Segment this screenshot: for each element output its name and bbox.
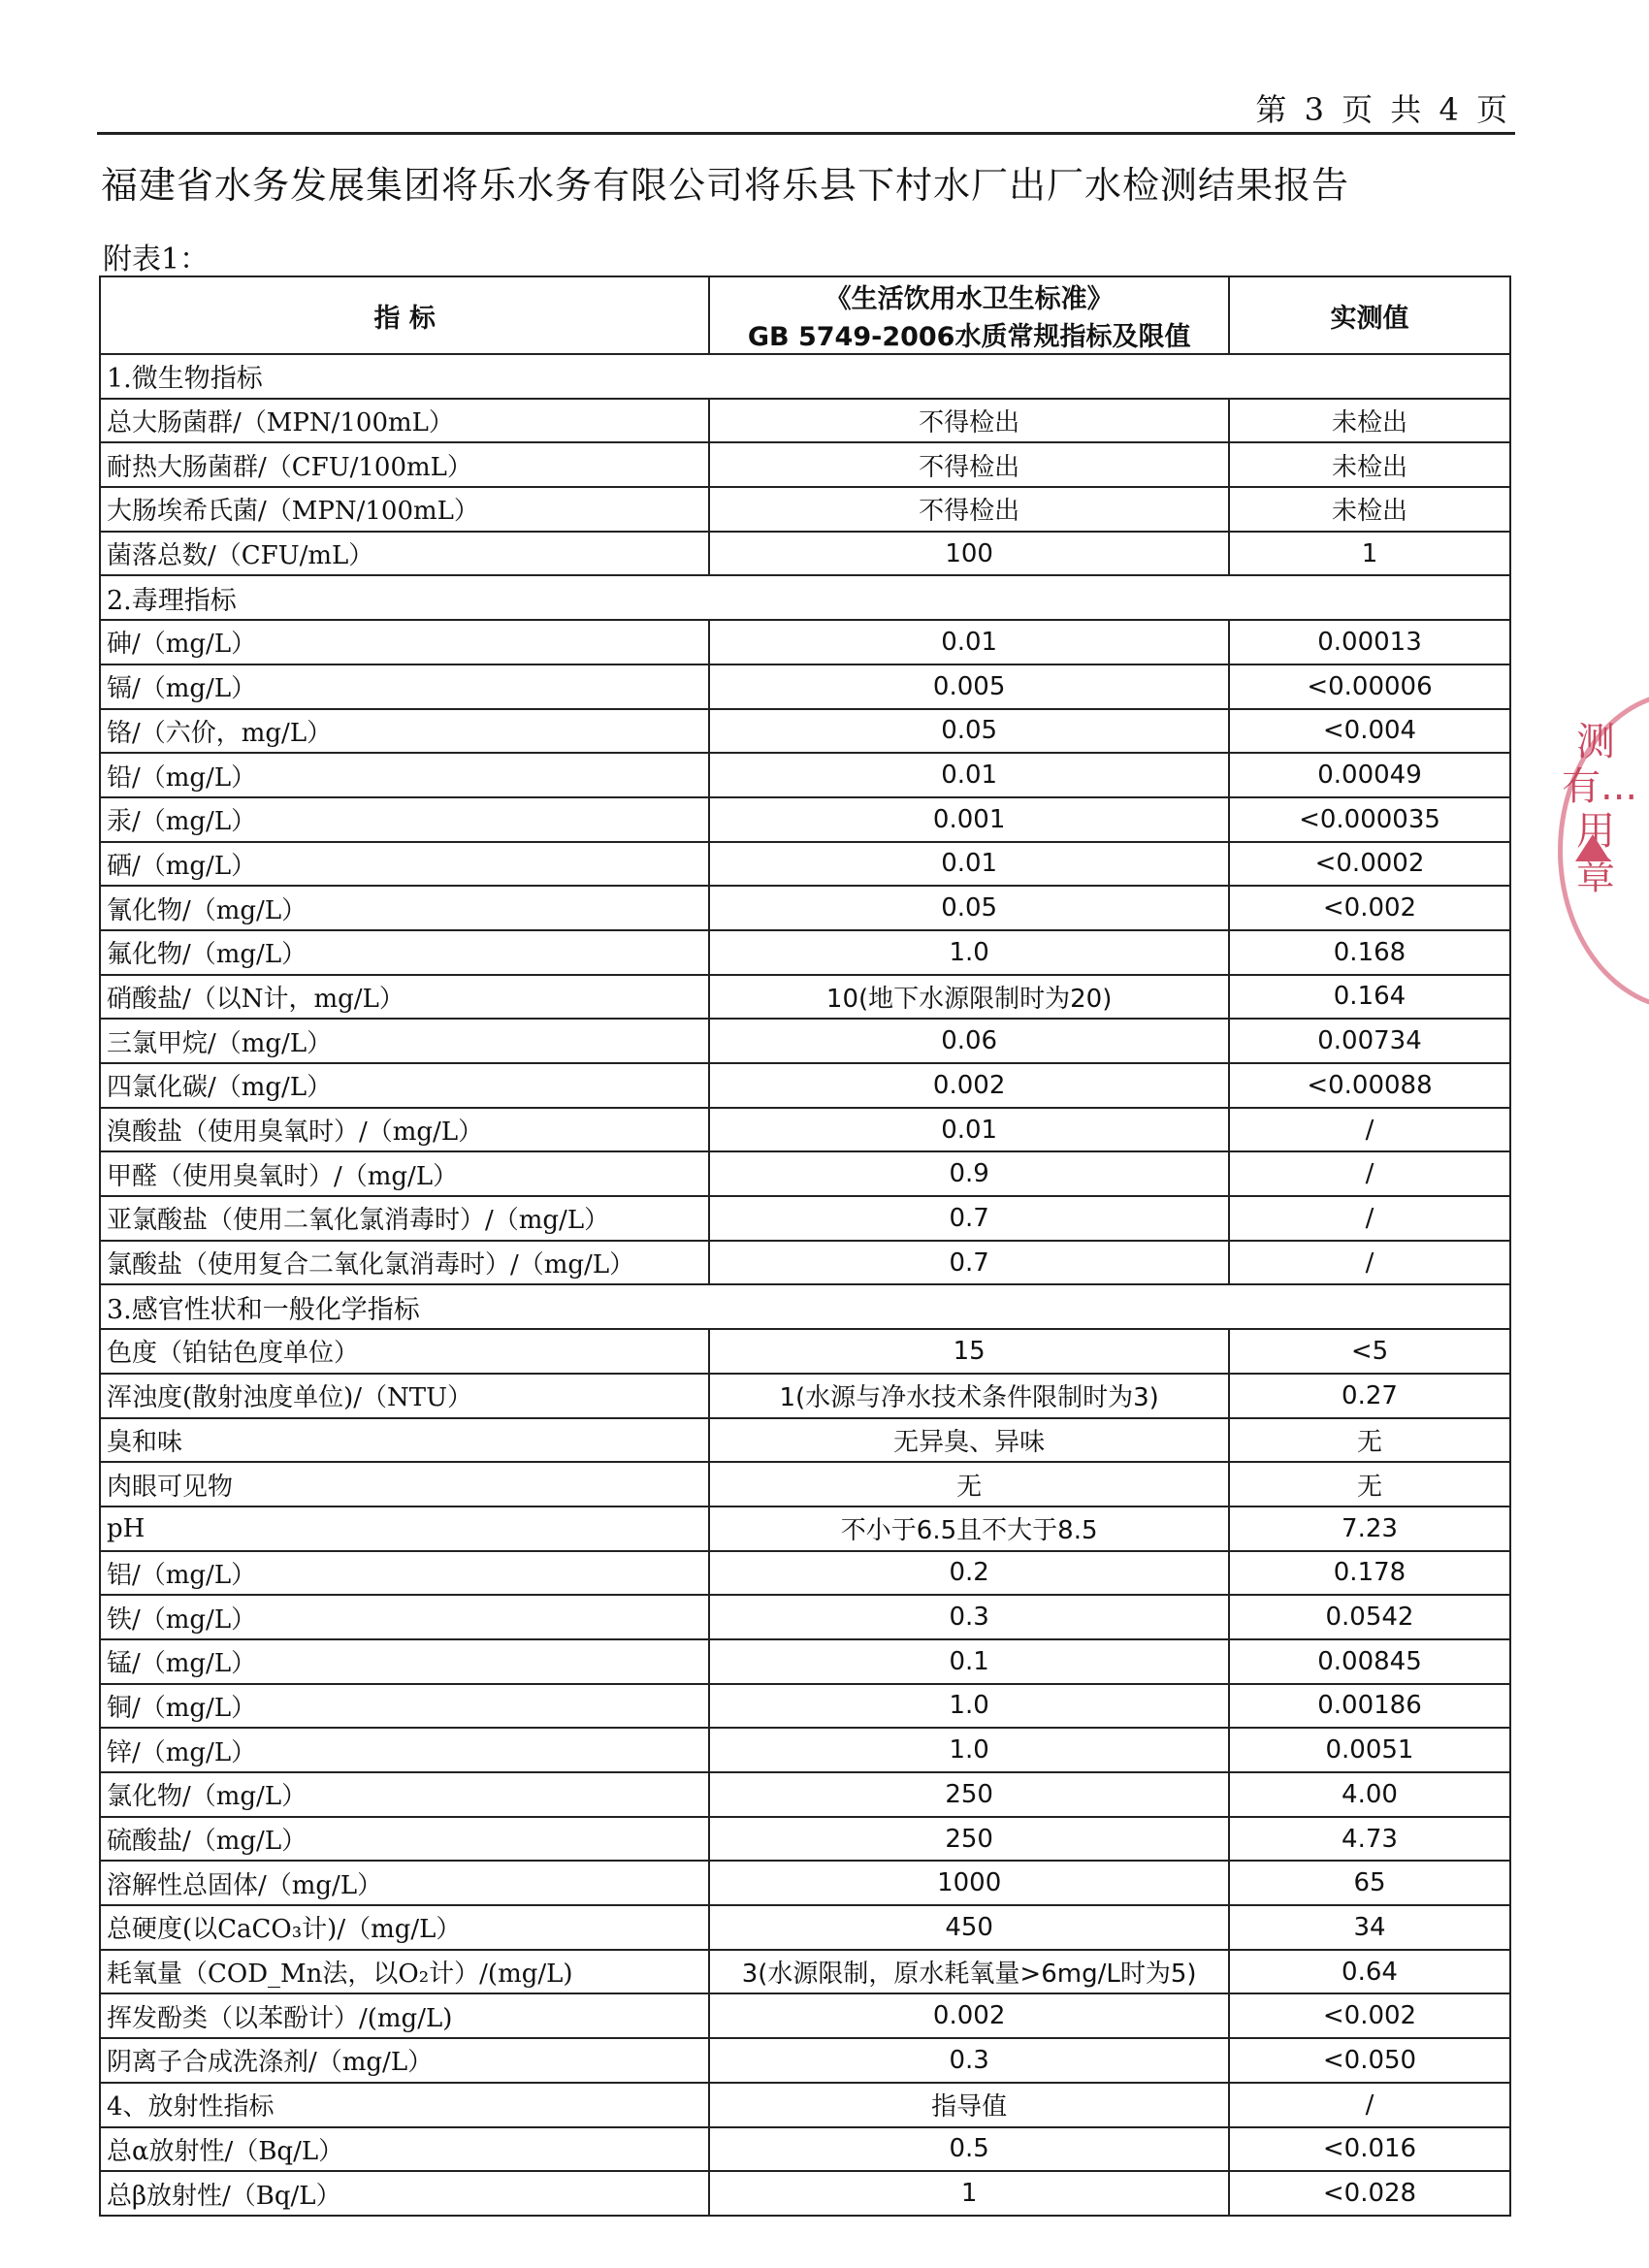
standard-limit: 3(水源限制，原水耗氧量>6mg/L时为5) xyxy=(709,1950,1229,1994)
indicator-name: 总β放射性/（Bq/L） xyxy=(100,2171,709,2216)
table-row xyxy=(100,442,1510,487)
section-title: 3.感官性状和一般化学指标 xyxy=(100,1284,1510,1329)
table-row xyxy=(100,1551,1510,1596)
table-row xyxy=(100,797,1510,842)
indicator-name: 色度（铂钴色度单位） xyxy=(100,1329,709,1374)
table-row xyxy=(100,1151,1510,1196)
seal-text: 测有...用章 xyxy=(1562,720,1638,898)
measured-value: <0.00006 xyxy=(1229,664,1510,709)
standard-limit: 不得检出 xyxy=(709,487,1229,532)
measured-value: <0.000035 xyxy=(1229,797,1510,842)
indicator-name: 三氯甲烷/（mg/L） xyxy=(100,1019,709,1063)
indicator-name: pH xyxy=(100,1507,709,1551)
standard-limit: 0.01 xyxy=(709,842,1229,887)
indicator-name: 亚氯酸盐（使用二氧化氯消毒时）/（mg/L） xyxy=(100,1196,709,1241)
measured-value: 0.168 xyxy=(1229,930,1510,975)
indicator-name: 总大肠菌群/（MPN/100mL） xyxy=(100,399,709,443)
measured-value: 未检出 xyxy=(1229,399,1510,443)
standard-limit: 不得检出 xyxy=(709,442,1229,487)
indicator-name: 阴离子合成洗涤剂/（mg/L） xyxy=(100,2038,709,2083)
standard-limit: 0.3 xyxy=(709,2038,1229,2083)
standard-limit: 0.01 xyxy=(709,753,1229,797)
measured-value: 0.164 xyxy=(1229,975,1510,1020)
table-row xyxy=(100,1108,1510,1152)
standard-limit: 0.002 xyxy=(709,1993,1229,2038)
measured-value: 0.27 xyxy=(1229,1374,1510,1418)
measured-value: <0.002 xyxy=(1229,1993,1510,2038)
measured-value: 7.23 xyxy=(1229,1507,1510,1551)
indicator-name: 氯酸盐（使用复合二氧化氯消毒时）/（mg/L） xyxy=(100,1241,709,1285)
section-row xyxy=(100,2083,1510,2127)
table-row xyxy=(100,1817,1510,1862)
header-standard-line2: GB 5749-2006水质常规指标及限值 xyxy=(747,322,1191,352)
indicator-name: 锌/（mg/L） xyxy=(100,1728,709,1772)
measured-value: 未检出 xyxy=(1229,487,1510,532)
standard-limit: 0.005 xyxy=(709,664,1229,709)
indicator-name: 铁/（mg/L） xyxy=(100,1595,709,1639)
indicator-name: 菌落总数/（CFU/mL） xyxy=(100,532,709,576)
measured-value: 4.00 xyxy=(1229,1772,1510,1817)
measured-value: <0.002 xyxy=(1229,886,1510,930)
table-row xyxy=(100,2171,1510,2216)
standard-limit: 100 xyxy=(709,532,1229,576)
indicator-name: 总硬度(以CaCO₃计)/（mg/L） xyxy=(100,1905,709,1950)
indicator-name: 砷/（mg/L） xyxy=(100,620,709,664)
indicator-name: 溴酸盐（使用臭氧时）/（mg/L） xyxy=(100,1108,709,1152)
table-row xyxy=(100,1196,1510,1241)
standard-limit: 0.01 xyxy=(709,620,1229,664)
measured-value: 无 xyxy=(1229,1462,1510,1507)
standard-limit: 1.0 xyxy=(709,930,1229,975)
standard-limit: 0.1 xyxy=(709,1639,1229,1684)
indicator-name: 镉/（mg/L） xyxy=(100,664,709,709)
standard-limit: 0.01 xyxy=(709,1108,1229,1152)
standard-limit: 1.0 xyxy=(709,1684,1229,1729)
measured-value: 1 xyxy=(1229,532,1510,576)
indicator-name: 铝/（mg/L） xyxy=(100,1551,709,1596)
table-row xyxy=(100,664,1510,709)
standard-limit: 不得检出 xyxy=(709,399,1229,443)
standard-limit: 0.05 xyxy=(709,709,1229,754)
standard-limit: 无异臭、异味 xyxy=(709,1418,1229,1463)
section-title: 2.毒理指标 xyxy=(100,575,1510,620)
measured-value: 34 xyxy=(1229,1905,1510,1950)
table-row xyxy=(100,1950,1510,1994)
indicator-name: 四氯化碳/（mg/L） xyxy=(100,1063,709,1108)
standard-limit: 0.2 xyxy=(709,1551,1229,1596)
standard-limit: 不小于6.5且不大于8.5 xyxy=(709,1507,1229,1551)
header-measured: 实测值 xyxy=(1229,276,1510,354)
table-row xyxy=(100,842,1510,887)
section-row xyxy=(100,354,1510,399)
table-row xyxy=(100,1507,1510,1551)
standard-limit: 0.9 xyxy=(709,1151,1229,1196)
standard-limit: 无 xyxy=(709,1462,1229,1507)
section-row xyxy=(100,575,1510,620)
indicator-name: 铅/（mg/L） xyxy=(100,753,709,797)
measured-value: / xyxy=(1229,1241,1510,1285)
measured-value: / xyxy=(1229,1196,1510,1241)
measured-value: 无 xyxy=(1229,1418,1510,1463)
indicator-name: 肉眼可见物 xyxy=(100,1462,709,1507)
indicator-name: 甲醛（使用臭氧时）/（mg/L） xyxy=(100,1151,709,1196)
standard-limit: 250 xyxy=(709,1772,1229,1817)
measured-value: <5 xyxy=(1229,1329,1510,1374)
standard-limit: 0.001 xyxy=(709,797,1229,842)
standard-limit: 0.7 xyxy=(709,1196,1229,1241)
measured-value: 0.00845 xyxy=(1229,1639,1510,1684)
indicator-name: 溶解性总固体/（mg/L） xyxy=(100,1861,709,1905)
standard-limit: 1.0 xyxy=(709,1728,1229,1772)
table-row xyxy=(100,753,1510,797)
measured-value: / xyxy=(1229,1108,1510,1152)
indicator-name: 铜/（mg/L） xyxy=(100,1684,709,1729)
table-row xyxy=(100,709,1510,754)
official-seal xyxy=(1548,691,1638,1001)
report-title: 福建省水务发展集团将乐水务有限公司将乐县下村水厂出厂水检测结果报告 xyxy=(101,164,1350,207)
indicator-name: 耐热大肠菌群/（CFU/100mL） xyxy=(100,442,709,487)
standard-limit: 1000 xyxy=(709,1861,1229,1905)
indicator-name: 硫酸盐/（mg/L） xyxy=(100,1817,709,1862)
header-standard xyxy=(709,276,1229,354)
standard-limit: 1 xyxy=(709,2171,1229,2216)
standard-limit: 1(水源与净水技术条件限制时为3) xyxy=(709,1374,1229,1418)
table-row xyxy=(100,1241,1510,1285)
table-row xyxy=(100,1462,1510,1507)
table-row xyxy=(100,620,1510,664)
table-row xyxy=(100,1019,1510,1063)
measured-value: 0.178 xyxy=(1229,1551,1510,1596)
measured-value: 未检出 xyxy=(1229,442,1510,487)
measured-value: <0.0002 xyxy=(1229,842,1510,887)
standard-limit: 0.05 xyxy=(709,886,1229,930)
indicator-name: 浑浊度(散射浊度单位)/（NTU） xyxy=(100,1374,709,1418)
table-row xyxy=(100,1905,1510,1950)
table-row xyxy=(100,886,1510,930)
measured-value: 0.64 xyxy=(1229,1950,1510,1994)
indicator-name: 硒/（mg/L） xyxy=(100,842,709,887)
table-body xyxy=(100,354,1510,2216)
results-table xyxy=(99,275,1511,2217)
indicator-name: 汞/（mg/L） xyxy=(100,797,709,842)
measured-value: <0.028 xyxy=(1229,2171,1510,2216)
page-number: 第 3 页 共 4 页 xyxy=(1255,91,1511,128)
table-row xyxy=(100,1993,1510,2038)
indicator-name: 氯化物/（mg/L） xyxy=(100,1772,709,1817)
indicator-name: 挥发酚类（以苯酚计）/(mg/L) xyxy=(100,1993,709,2038)
table-row xyxy=(100,399,1510,443)
measured-value: 0.00049 xyxy=(1229,753,1510,797)
table-row xyxy=(100,1595,1510,1639)
section-title: 4、放射性指标 xyxy=(100,2083,709,2127)
indicator-name: 臭和味 xyxy=(100,1418,709,1463)
standard-limit: 0.5 xyxy=(709,2127,1229,2172)
table-row xyxy=(100,1418,1510,1463)
indicator-name: 锰/（mg/L） xyxy=(100,1639,709,1684)
table-row xyxy=(100,1728,1510,1772)
standard-limit: 0.002 xyxy=(709,1063,1229,1108)
standard-limit: 450 xyxy=(709,1905,1229,1950)
measured-value: <0.016 xyxy=(1229,2127,1510,2172)
table-row xyxy=(100,975,1510,1020)
table-row xyxy=(100,1861,1510,1905)
table-row xyxy=(100,2038,1510,2083)
header-indicator: 指 标 xyxy=(100,276,709,354)
indicator-name: 耗氧量（COD_Mn法，以O₂计）/(mg/L) xyxy=(100,1950,709,1994)
indicator-name: 大肠埃希氏菌/（MPN/100mL） xyxy=(100,487,709,532)
table-header-row xyxy=(100,276,1510,354)
measured-value: <0.050 xyxy=(1229,2038,1510,2083)
table-row xyxy=(100,1374,1510,1418)
standard-limit: 0.3 xyxy=(709,1595,1229,1639)
standard-limit: 0.06 xyxy=(709,1019,1229,1063)
measured-value: 0.0542 xyxy=(1229,1595,1510,1639)
measured-value: 0.0051 xyxy=(1229,1728,1510,1772)
measured-value: 0.00186 xyxy=(1229,1684,1510,1729)
standard-limit: 250 xyxy=(709,1817,1229,1862)
indicator-name: 氰化物/（mg/L） xyxy=(100,886,709,930)
measured-value: 65 xyxy=(1229,1861,1510,1905)
indicator-name: 铬/（六价，mg/L） xyxy=(100,709,709,754)
measured-value: 0.00734 xyxy=(1229,1019,1510,1063)
measured-value: <0.00088 xyxy=(1229,1063,1510,1108)
table-row xyxy=(100,487,1510,532)
indicator-name: 氟化物/（mg/L） xyxy=(100,930,709,975)
measured-value: <0.004 xyxy=(1229,709,1510,754)
section-value: / xyxy=(1229,2083,1510,2127)
table-row xyxy=(100,1329,1510,1374)
standard-limit: 15 xyxy=(709,1329,1229,1374)
table-row xyxy=(100,2127,1510,2172)
table-row xyxy=(100,1772,1510,1817)
standard-limit: 0.7 xyxy=(709,1241,1229,1285)
section-limit: 指导值 xyxy=(709,2083,1229,2127)
table-row xyxy=(100,532,1510,576)
appendix-label: 附表1： xyxy=(103,243,210,276)
section-title: 1.微生物指标 xyxy=(100,354,1510,399)
indicator-name: 总α放射性/（Bq/L） xyxy=(100,2127,709,2172)
header-rule xyxy=(97,132,1515,135)
header-standard-line1: 《生活饮用水卫生标准》 xyxy=(824,284,1114,314)
measured-value: 4.73 xyxy=(1229,1817,1510,1862)
table-row xyxy=(100,1063,1510,1108)
standard-limit: 10(地下水源限制时为20) xyxy=(709,975,1229,1020)
table-row xyxy=(100,1684,1510,1729)
measured-value: 0.00013 xyxy=(1229,620,1510,664)
seal-star-icon xyxy=(1575,834,1610,861)
table-row xyxy=(100,930,1510,975)
section-row xyxy=(100,1284,1510,1329)
indicator-name: 硝酸盐/（以N计，mg/L） xyxy=(100,975,709,1020)
measured-value: / xyxy=(1229,1151,1510,1196)
table-row xyxy=(100,1639,1510,1684)
